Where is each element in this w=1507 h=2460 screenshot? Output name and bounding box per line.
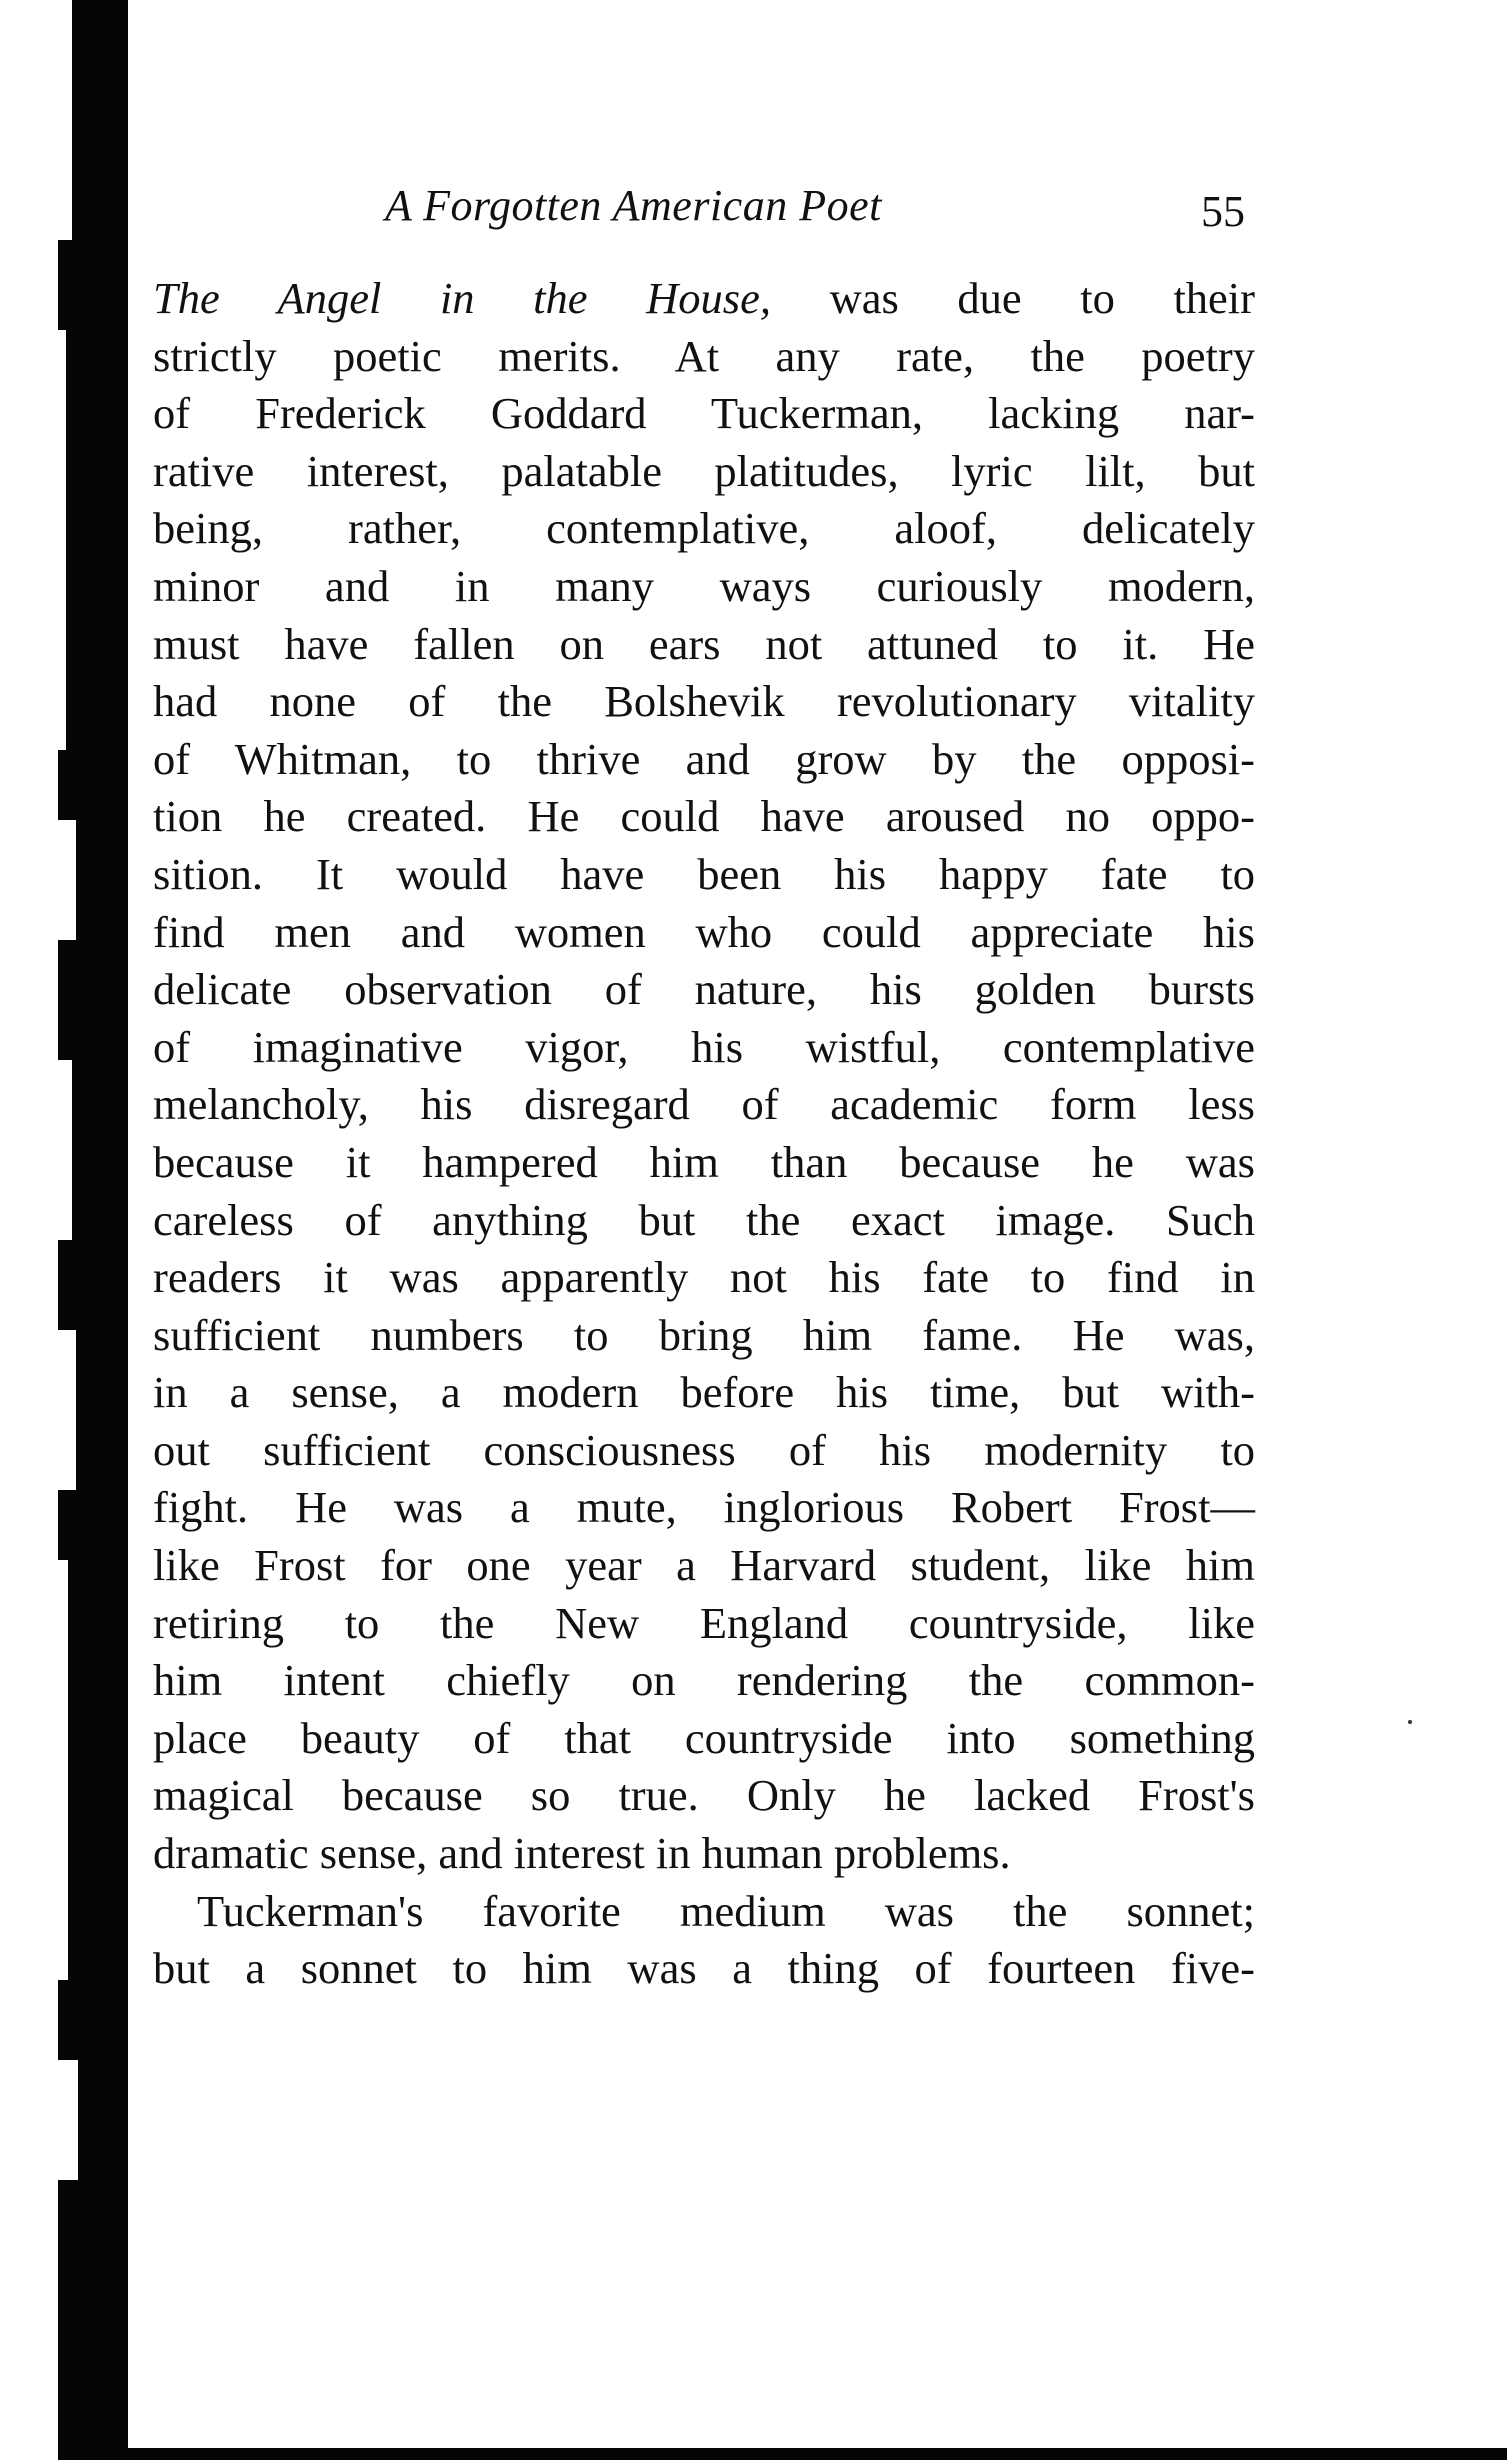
text-line: dramatic sense, and interest in human problems. [153,1828,1011,1879]
text-line: had none of the Bolshevik revolutionary vitality [153,676,1255,727]
binding-shadow [58,0,128,2460]
text-line: melancholy, his disregard of academic form less [153,1079,1255,1130]
text-line: of Whitman, to thrive and grow by the opposi- [153,733,1255,784]
running-head [153,180,1255,250]
text-line: being, rather, contemplative, aloof, delicately [153,503,1255,554]
text-line: must have fallen on ears not attuned to it. He [153,618,1255,669]
running-title: A Forgotten American Poet [385,181,882,230]
scan-speck [1408,1720,1412,1724]
text-line: like Frost for one year a Harvard student, like him [153,1540,1255,1591]
book-page [153,180,1255,1998]
text-line: out sufficient consciousness of his modernity to [153,1424,1255,1475]
text-line: but a sonnet to him was a thing of fourteen five- [153,1943,1255,1994]
text-fragment: was due to their [770,273,1255,323]
text-line: of Frederick Goddard Tuckerman, lacking nar- [153,388,1255,439]
text-line: strictly poetic merits. At any rate, the poetry [153,330,1255,381]
text-line: him intent chiefly on rendering the common- [153,1655,1255,1706]
text-line: careless of anything but the exact image. Such [153,1194,1255,1245]
text-line: rative interest, palatable platitudes, lyric lilt, but [153,445,1255,496]
page-bottom-edge [110,2448,1507,2460]
text-line: sufficient numbers to bring him fame. He was, [153,1309,1255,1360]
page-number: 55 [1201,187,1245,236]
text-line: retiring to the New England countryside, like [153,1597,1255,1648]
text-line: in a sense, a modern before his time, but with- [153,1367,1255,1418]
text-line: place beauty of that countryside into something [153,1712,1255,1763]
text-line: readers it was apparently not his fate to find in [153,1252,1255,1303]
body-text [153,270,1255,1998]
text-line [153,270,1255,328]
text-line: minor and in many ways curiously modern, [153,560,1255,611]
text-line: magical because so true. Only he lacked Frost's [153,1770,1255,1821]
paragraph-start-line: Tuckerman's favorite medium was the sonnet; [197,1885,1255,1936]
text-line: because it hampered him than because he was [153,1136,1255,1187]
text-line: fight. He was a mute, inglorious Robert Frost— [153,1482,1255,1533]
text-line: delicate observation of nature, his golden bursts [153,964,1255,1015]
text-line: of imaginative vigor, his wistful, contemplative [153,1021,1255,1072]
text-line: tion he created. He could have aroused no oppo- [153,791,1255,842]
text-line: find men and women who could appreciate his [153,906,1255,957]
italic-title: The Angel in the House, [153,273,771,323]
text-line: sition. It would have been his happy fate to [153,848,1255,899]
